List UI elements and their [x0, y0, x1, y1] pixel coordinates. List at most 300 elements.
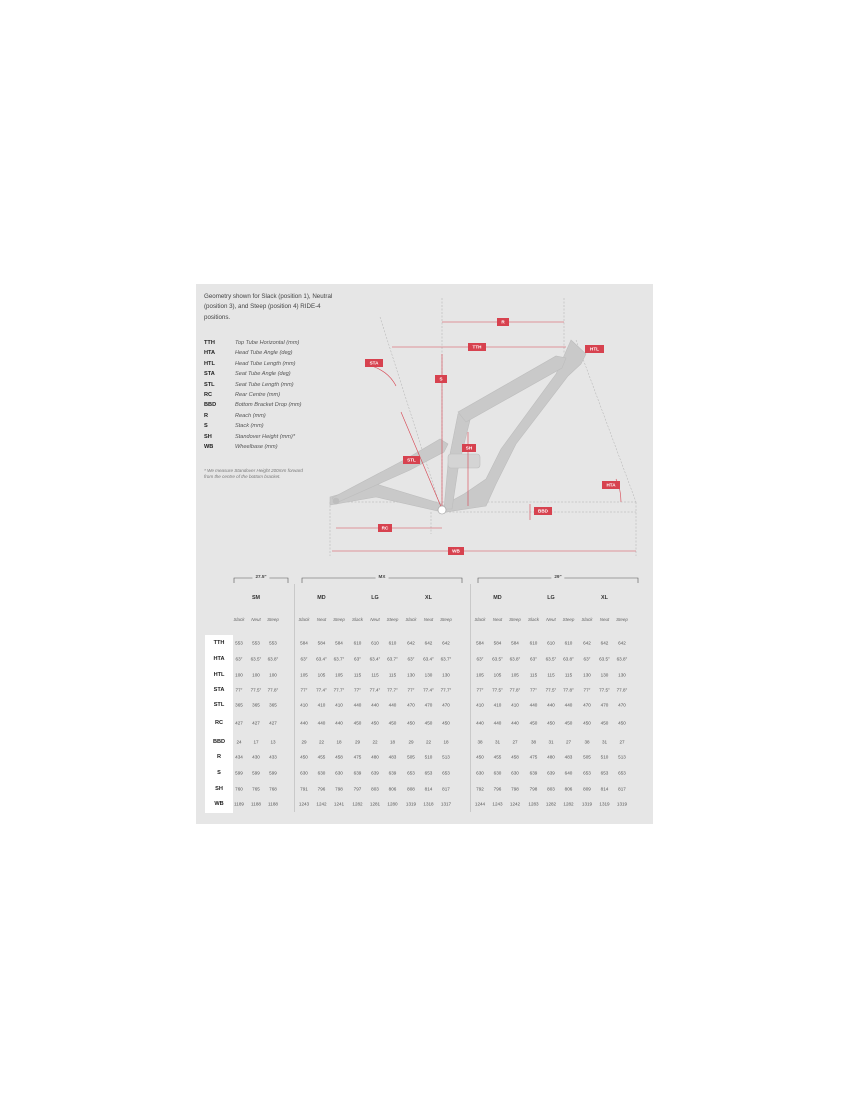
table-cell: 450 [529, 720, 538, 726]
table-cell: 63° [476, 656, 484, 662]
table-cell: 1317 [440, 801, 452, 807]
table-cell: 27 [512, 739, 518, 745]
position-label: Neut [370, 617, 380, 622]
table-cell: 639 [371, 770, 379, 776]
table-cell: 105 [476, 672, 484, 678]
position-label: Steep [386, 617, 399, 622]
table-cell: 642 [583, 640, 591, 646]
table-cell: 450 [442, 720, 450, 726]
table-cell: 130 [618, 672, 626, 678]
legend-desc: Stack (mm) [235, 423, 264, 430]
table-cell: 1242 [316, 801, 327, 807]
legend-desc: Seat Tube Angle (deg) [235, 371, 291, 378]
legend-abbr: STL [204, 381, 215, 388]
legend-abbr: R [204, 412, 209, 419]
table-cell: 584 [511, 640, 519, 646]
row-label: TTH [213, 640, 225, 646]
table-cell: 584 [335, 640, 343, 646]
table-cell: 653 [618, 770, 626, 776]
row-label: WB [214, 801, 224, 807]
table-cell: 105 [511, 672, 519, 678]
table-cell: 1282 [352, 801, 363, 807]
table-cell: 77° [583, 687, 591, 693]
row-label: HTL [213, 672, 225, 678]
table-cell: 440 [476, 720, 484, 726]
table-cell: 77.8° [616, 687, 628, 693]
table-cell: 105 [493, 672, 502, 678]
table-cell: 470 [618, 702, 626, 708]
table-cell: 455 [317, 754, 326, 760]
table-cell: 77.4° [423, 687, 434, 693]
table-cell: 639 [529, 770, 538, 776]
table-cell: 29 [301, 739, 307, 745]
table-cell: 470 [424, 702, 433, 708]
table-cell: 77° [407, 687, 415, 693]
table-cell: 63.5° [492, 656, 503, 662]
svg-text:HTA: HTA [606, 482, 616, 488]
table-cell: 77.8° [563, 687, 574, 693]
svg-text:S: S [439, 376, 443, 382]
legend-abbr: S [204, 423, 208, 430]
table-cell: 77.7° [333, 687, 345, 693]
table-cell: 610 [547, 640, 555, 646]
table-cell: 630 [300, 770, 308, 776]
table-cell: 630 [335, 770, 343, 776]
table-cell: 18 [443, 739, 449, 745]
group-label: 29" [551, 574, 564, 580]
table-cell: 22 [372, 739, 378, 745]
table-cell: 803 [371, 786, 379, 792]
table-cell: 1242 [509, 801, 521, 807]
table-cell: 77.5° [250, 687, 262, 693]
svg-text:SH: SH [465, 445, 473, 451]
table-cell: 440 [493, 720, 502, 726]
position-label: Slack [298, 617, 310, 622]
legend-desc: Bottom Bracket Drop (mm) [235, 402, 302, 409]
table-cell: 480 [547, 754, 555, 760]
table-cell: 470 [600, 702, 609, 708]
table-cell: 806 [388, 786, 397, 792]
table-cell: 410 [511, 702, 519, 708]
table-cell: 440 [388, 702, 397, 708]
position-label: Steep [509, 617, 521, 622]
table-cell: 470 [442, 702, 450, 708]
table-cell: 440 [564, 702, 573, 708]
table-cell: 798 [529, 786, 538, 792]
table-cell: 130 [583, 672, 591, 678]
legend-abbr: HTA [204, 350, 216, 357]
table-cell: 434 [235, 754, 243, 760]
table-cell: 365 [252, 702, 260, 708]
table-cell: 440 [317, 720, 326, 726]
table-cell: 63.8° [509, 656, 521, 662]
table-cell: 483 [564, 754, 573, 760]
position-label: Neut [599, 617, 610, 622]
table-cell: 38 [477, 739, 483, 745]
table-cell: 642 [600, 640, 609, 646]
table-cell: 803 [547, 786, 555, 792]
table-cell: 1318 [423, 801, 434, 807]
table-cell: 814 [600, 786, 609, 792]
table-cell: 63.7° [333, 656, 345, 662]
table-cell: 1319 [599, 801, 610, 807]
position-label: Slack [233, 617, 245, 622]
table-cell: 77.7° [387, 687, 398, 693]
table-cell: 410 [493, 702, 502, 708]
table-cell: 29 [408, 739, 414, 745]
table-cell: 450 [300, 754, 308, 760]
position-label: Steep [562, 617, 575, 622]
table-cell: 77° [300, 687, 308, 693]
table-cell: 63.8° [563, 656, 574, 662]
table-cell: 642 [424, 640, 433, 646]
table-cell: 77.5° [545, 687, 557, 693]
table-cell: 410 [300, 702, 308, 708]
table-cell: 1243 [492, 801, 503, 807]
position-label: Steep [440, 617, 452, 622]
svg-text:STL: STL [407, 457, 416, 463]
table-cell: 13 [270, 739, 276, 745]
table-cell: 642 [442, 640, 450, 646]
position-label: Neut [492, 617, 503, 622]
table-cell: 440 [529, 702, 538, 708]
table-cell: 450 [618, 720, 626, 726]
table-cell: 38 [584, 739, 590, 745]
table-cell: 610 [529, 640, 538, 646]
table-cell: 115 [529, 672, 538, 678]
table-cell: 1319 [616, 801, 628, 807]
table-cell: 115 [564, 672, 573, 678]
svg-text:STA: STA [369, 360, 379, 366]
row-label: HTA [213, 656, 225, 662]
table-cell: 63.8° [267, 656, 279, 662]
legend-abbr: BBD [204, 402, 217, 409]
table-cell: 630 [511, 770, 519, 776]
table-cell: 470 [583, 702, 591, 708]
table-cell: 798 [335, 786, 343, 792]
group-label: MX [376, 574, 389, 580]
table-cell: 77.5° [492, 687, 503, 693]
table-cell: 18 [336, 739, 342, 745]
table-cell: 77.4° [369, 687, 381, 693]
size-label: SM [251, 595, 261, 601]
table-cell: 768 [269, 786, 277, 792]
table-cell: 77° [476, 687, 484, 693]
table-cell: 440 [335, 720, 343, 726]
legend-desc: Seat Tube Length (mm) [235, 381, 294, 388]
position-label: Slack [527, 617, 540, 622]
column-separator [470, 584, 471, 812]
position-label: Neut [546, 617, 556, 622]
svg-text:RC: RC [381, 525, 389, 531]
table-cell: 130 [407, 672, 415, 678]
table-cell: 115 [371, 672, 379, 678]
table-cell: 433 [269, 754, 277, 760]
table-cell: 63.5° [545, 656, 557, 662]
legend-desc: Head Tube Angle (deg) [235, 350, 293, 357]
table-cell: 63.7° [387, 656, 398, 662]
table-cell: 427 [269, 720, 277, 726]
table-cell: 63.8° [616, 656, 628, 662]
table-cell: 798 [511, 786, 519, 792]
table-cell: 365 [269, 702, 277, 708]
table-cell: 653 [600, 770, 609, 776]
table-cell: 642 [618, 640, 626, 646]
table-cell: 791 [300, 786, 308, 792]
legend-desc: Top Tube Horizontal (mm) [235, 340, 300, 346]
table-cell: 38 [530, 739, 537, 745]
table-cell: 458 [511, 754, 519, 760]
table-cell: 653 [407, 770, 415, 776]
table-cell: 513 [442, 754, 450, 760]
table-cell: 475 [529, 754, 538, 760]
table-cell: 130 [424, 672, 433, 678]
table-cell: 115 [547, 672, 555, 678]
table-cell: 63.5° [250, 656, 262, 662]
table-cell: 1282 [545, 801, 557, 807]
table-cell: 553 [269, 640, 277, 646]
table-cell: 610 [564, 640, 573, 646]
table-cell: 63° [300, 656, 308, 662]
geometry-panel [196, 284, 653, 824]
table-cell: 599 [269, 770, 277, 776]
table-cell: 610 [388, 640, 397, 646]
intro-text: Geometry shown for Slack (position 1), Neutral (position 3), and Steep (position 4) RIDE-4 positions. [204, 293, 333, 321]
table-cell: 63.7° [440, 656, 452, 662]
svg-text:R: R [501, 319, 505, 325]
table-cell: 430 [252, 754, 260, 760]
table-cell: 1241 [333, 801, 345, 807]
table-cell: 450 [600, 720, 609, 726]
table-cell: 505 [407, 754, 415, 760]
size-label: LG [547, 595, 555, 601]
table-cell: 817 [442, 786, 450, 792]
table-cell: 1280 [387, 801, 398, 807]
table-cell: 27 [619, 739, 625, 745]
position-label: Neut [423, 617, 434, 622]
table-cell: 31 [494, 739, 501, 745]
position-label: Steep [616, 617, 628, 622]
table-cell: 77.7° [440, 687, 452, 693]
table-cell: 130 [600, 672, 609, 678]
legend-desc: Head Tube Length (mm) [235, 360, 296, 367]
table-cell: 760 [235, 786, 243, 792]
legend-abbr: STA [204, 371, 215, 378]
table-cell: 63° [530, 656, 537, 662]
table-cell: 553 [235, 640, 243, 646]
table-cell: 31 [601, 739, 608, 745]
table-cell: 29 [354, 739, 361, 745]
size-label: MD [493, 595, 502, 601]
legend-abbr: WB [204, 443, 214, 450]
table-cell: 599 [252, 770, 260, 776]
table-cell: 584 [300, 640, 308, 646]
table-cell: 1188 [251, 801, 261, 807]
table-cell: 63.4° [423, 656, 434, 662]
table-cell: 809 [583, 786, 591, 792]
table-cell: 610 [353, 640, 362, 646]
row-label: R [216, 754, 222, 760]
table-cell: 475 [353, 754, 362, 760]
table-cell: 470 [407, 702, 415, 708]
position-label: Slack [351, 617, 364, 622]
table-cell: 450 [371, 720, 379, 726]
table-cell: 77.8° [267, 687, 279, 693]
table-cell: 814 [424, 786, 433, 792]
table-cell: 63° [583, 656, 591, 662]
table-cell: 792 [476, 786, 484, 792]
table-cell: 505 [583, 754, 591, 760]
row-label: STA [213, 687, 225, 693]
table-cell: 440 [547, 702, 555, 708]
table-cell: 440 [511, 720, 519, 726]
standover-note: * We measure Standover Height 200mm forward from the centre of the bottom bracket. [204, 468, 303, 479]
table-cell: 100 [252, 672, 260, 678]
position-label: Neut [251, 617, 261, 622]
legend-abbr: RC [204, 391, 213, 398]
position-label: Steep [267, 617, 279, 622]
table-cell: 653 [442, 770, 450, 776]
table-cell: 1283 [528, 801, 539, 807]
table-cell: 410 [476, 702, 484, 708]
table-cell: 63° [407, 656, 415, 662]
table-cell: 105 [335, 672, 343, 678]
table-cell: 450 [407, 720, 415, 726]
table-cell: 599 [235, 770, 243, 776]
size-label: XL [425, 595, 432, 601]
table-cell: 410 [317, 702, 326, 708]
table-cell: 642 [407, 640, 415, 646]
table-cell: 1282 [563, 801, 574, 807]
table-cell: 1319 [581, 801, 593, 807]
table-cell: 450 [388, 720, 397, 726]
table-cell: 100 [269, 672, 277, 678]
table-cell: 63° [354, 656, 361, 662]
table-cell: 510 [600, 754, 609, 760]
legend-desc: Wheelbase (mm) [235, 443, 278, 450]
table-cell: 1319 [405, 801, 417, 807]
table-cell: 115 [353, 672, 362, 678]
table-cell: 797 [353, 786, 362, 792]
table-cell: 63.4° [316, 656, 327, 662]
table-cell: 115 [388, 672, 397, 678]
position-label: Slack [474, 617, 486, 622]
svg-text:WB: WB [452, 548, 460, 554]
row-label: RC [214, 720, 224, 726]
table-cell: 77° [530, 687, 537, 693]
table-cell: 440 [371, 702, 379, 708]
table-cell: 630 [493, 770, 502, 776]
legend-desc: Reach (mm) [235, 412, 266, 419]
row-label: BBD [212, 739, 226, 745]
table-cell: 100 [235, 672, 243, 678]
row-label: STL [213, 702, 225, 708]
table-cell: 31 [548, 739, 554, 745]
table-cell: 427 [235, 720, 243, 726]
table-cell: 806 [564, 786, 573, 792]
position-label: Slack [405, 617, 417, 622]
table-cell: 639 [388, 770, 397, 776]
table-cell: 22 [318, 739, 325, 745]
svg-text:BBD: BBD [538, 508, 548, 514]
table-cell: 63.4° [369, 656, 381, 662]
table-cell: 365 [235, 702, 243, 708]
table-cell: 1281 [369, 801, 381, 807]
table-cell: 513 [618, 754, 626, 760]
table-cell: 1244 [474, 801, 486, 807]
table-cell: 450 [353, 720, 362, 726]
table-cell: 77° [354, 687, 361, 693]
table-cell: 440 [300, 720, 308, 726]
table-cell: 450 [424, 720, 433, 726]
row-label: SH [215, 786, 223, 792]
table-cell: 808 [407, 786, 415, 792]
legend-abbr: TTH [204, 340, 215, 346]
column-separator [294, 584, 295, 812]
svg-text:TTH: TTH [472, 344, 482, 350]
table-cell: 584 [476, 640, 484, 646]
table-cell: 22 [425, 739, 432, 745]
table-cell: 63.5° [599, 656, 610, 662]
table-cell: 458 [335, 754, 343, 760]
legend-abbr: HTL [204, 360, 215, 367]
size-label: XL [601, 595, 608, 601]
table-cell: 105 [317, 672, 326, 678]
row-label: S [217, 770, 221, 776]
table-cell: 18 [389, 739, 396, 745]
table-cell: 639 [353, 770, 362, 776]
table-cell: 77.4° [316, 687, 327, 693]
table-cell: 765 [252, 786, 260, 792]
legend-desc: Standover Height (mm)* [235, 433, 295, 440]
table-cell: 450 [476, 754, 484, 760]
legend-abbr: SH [204, 433, 212, 440]
table-cell: 77.5° [599, 687, 610, 693]
table-cell: 455 [493, 754, 502, 760]
table-cell: 817 [618, 786, 626, 792]
table-cell: 653 [583, 770, 591, 776]
table-cell: 630 [476, 770, 484, 776]
table-cell: 483 [388, 754, 397, 760]
table-cell: 796 [493, 786, 502, 792]
table-cell: 639 [547, 770, 555, 776]
table-cell: 1189 [234, 801, 244, 807]
legend-desc: Rear Centre (mm) [235, 391, 281, 398]
size-label: MD [317, 595, 326, 601]
table-cell: 27 [565, 739, 572, 745]
table-cell: 130 [442, 672, 450, 678]
table-cell: 450 [564, 720, 573, 726]
position-label: Slack [581, 617, 593, 622]
table-cell: 427 [252, 720, 260, 726]
table-cell: 510 [424, 754, 433, 760]
table-cell: 77° [235, 687, 243, 693]
table-cell: 17 [253, 739, 259, 745]
table-cell: 480 [371, 754, 379, 760]
table-cell: 796 [317, 786, 326, 792]
table-cell: 410 [335, 702, 343, 708]
svg-text:HTL: HTL [590, 346, 599, 352]
size-label: LG [371, 595, 379, 601]
table-cell: 553 [252, 640, 260, 646]
table-cell: 653 [424, 770, 433, 776]
table-cell: 584 [493, 640, 502, 646]
table-cell: 77.8° [509, 687, 521, 693]
table-cell: 105 [300, 672, 308, 678]
table-cell: 610 [371, 640, 379, 646]
table-cell: 63° [235, 656, 243, 662]
table-cell: 640 [564, 770, 573, 776]
